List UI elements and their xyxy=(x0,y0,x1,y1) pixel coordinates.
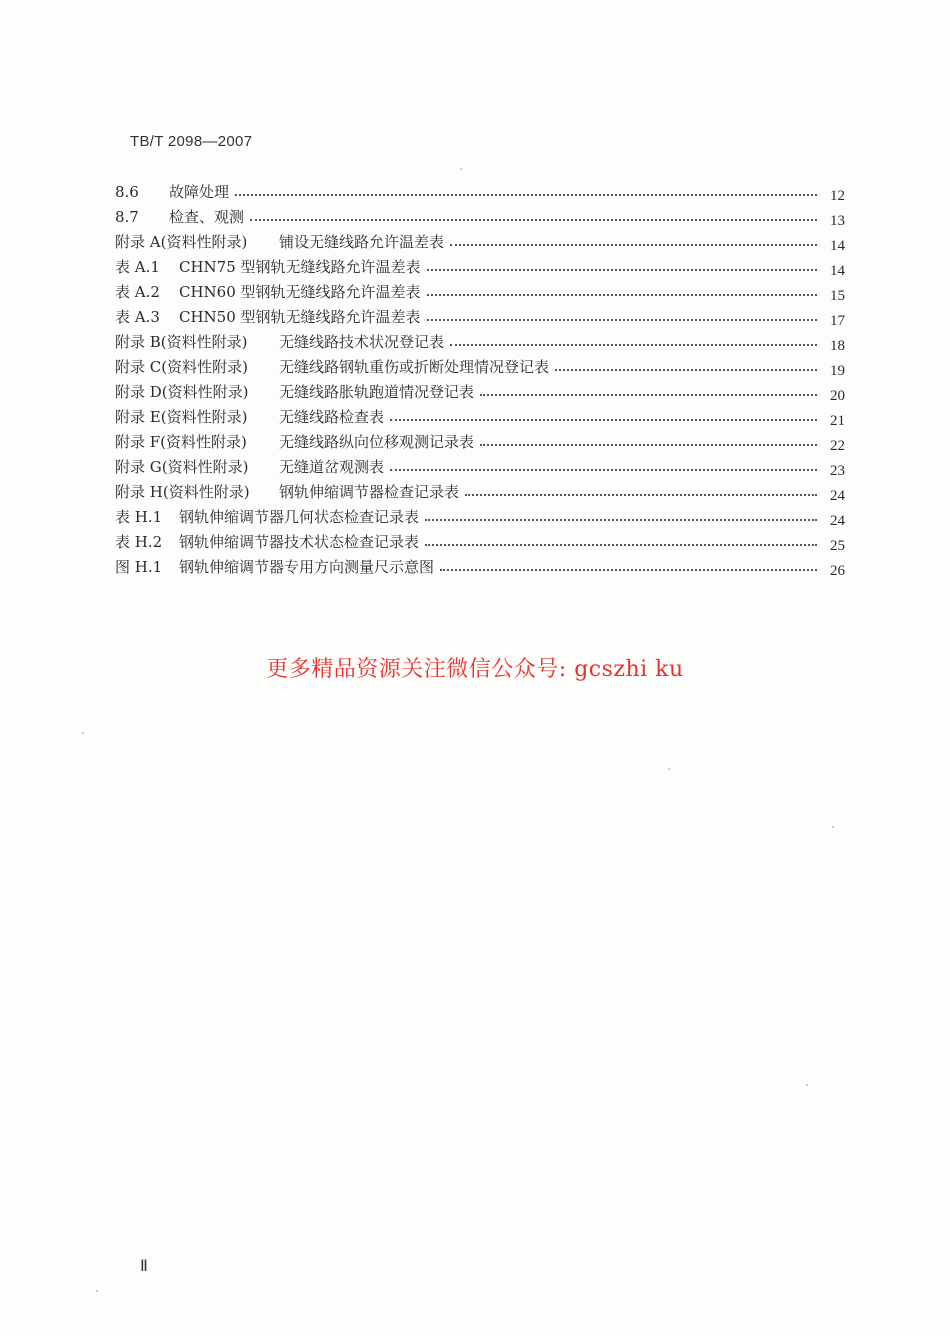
toc-entry[interactable] xyxy=(115,202,845,227)
toc-entry-number: 表 H.2 xyxy=(115,533,163,551)
toc-leader-dots xyxy=(427,269,817,271)
toc-entry-title: 故障处理 xyxy=(169,183,230,201)
scan-speck xyxy=(806,1084,808,1086)
toc-entry[interactable] xyxy=(115,527,845,552)
toc-entry-label xyxy=(115,507,419,527)
toc-entry-label xyxy=(115,457,384,477)
toc-entry-title: 钢轨伸缩调节器技术状态检查记录表 xyxy=(179,533,420,551)
toc-leader-dots xyxy=(425,544,817,546)
toc-entry[interactable] xyxy=(115,502,845,527)
toc-entry-number: 附录 E(资料性附录) xyxy=(115,408,248,426)
toc-entry-label xyxy=(115,257,421,277)
toc-entry-title: 无缝线路纵向位移观测记录表 xyxy=(279,433,475,451)
toc-entry-label xyxy=(115,432,474,452)
toc-entry-title: CHN50 型钢轨无缝线路允许温差表 xyxy=(179,308,421,326)
toc-entry-label xyxy=(115,482,459,502)
toc-entry-number: 8.7 xyxy=(115,208,139,226)
scan-speck xyxy=(82,732,84,734)
toc-entry-page: 24 xyxy=(830,513,845,529)
toc-entry[interactable] xyxy=(115,327,845,352)
table-of-contents xyxy=(115,177,845,577)
toc-leader-dots xyxy=(555,369,817,371)
toc-entry-title: 钢轨伸缩调节器专用方向测量尺示意图 xyxy=(179,558,435,576)
toc-leader-dots xyxy=(480,394,817,396)
toc-entry-page: 21 xyxy=(830,413,845,429)
toc-entry-label xyxy=(115,232,444,252)
toc-entry-page: 18 xyxy=(830,338,845,354)
toc-leader-dots xyxy=(440,569,817,571)
page-number: Ⅱ xyxy=(140,1258,148,1275)
toc-entry-page: 19 xyxy=(830,363,845,379)
toc-entry-title: 钢轨伸缩调节器几何状态检查记录表 xyxy=(179,508,420,526)
toc-entry-number: 附录 F(资料性附录) xyxy=(115,433,247,451)
toc-entry[interactable] xyxy=(115,452,845,477)
toc-leader-dots xyxy=(427,319,817,321)
toc-entry-title: 无缝线路技术状况登记表 xyxy=(279,333,445,351)
toc-entry-number: 8.6 xyxy=(115,183,139,201)
toc-entry-number: 表 A.1 xyxy=(115,258,160,276)
scan-speck xyxy=(668,768,670,770)
toc-entry-title: 无缝线路检查表 xyxy=(279,408,385,426)
scan-speck xyxy=(460,168,462,170)
toc-entry-title: 无缝道岔观测表 xyxy=(279,458,385,476)
scan-speck xyxy=(96,1290,98,1292)
toc-entry[interactable] xyxy=(115,427,845,452)
toc-leader-dots xyxy=(390,419,817,421)
toc-leader-dots xyxy=(235,194,817,196)
toc-entry-title: 无缝线路钢轨重伤或折断处理情况登记表 xyxy=(279,358,550,376)
promo-banner-text: 更多精品资源关注微信公众号: gcszhi ku xyxy=(266,657,684,682)
toc-entry-number: 表 H.1 xyxy=(115,508,163,526)
toc-entry-label xyxy=(115,382,474,402)
toc-entry-page: 20 xyxy=(830,388,845,404)
toc-entry-title: 无缝线路胀轨跑道情况登记表 xyxy=(279,383,475,401)
scan-speck xyxy=(832,826,834,828)
toc-entry-page: 17 xyxy=(830,313,845,329)
toc-entry-page: 25 xyxy=(830,538,845,554)
toc-entry-label xyxy=(115,282,421,302)
toc-entry-title: CHN60 型钢轨无缝线路允许温差表 xyxy=(179,283,421,301)
standard-code: TB/T 2098—2007 xyxy=(130,133,253,150)
toc-entry-label xyxy=(115,182,229,202)
toc-entry-page: 24 xyxy=(830,488,845,504)
toc-entry[interactable] xyxy=(115,177,845,202)
toc-entry[interactable] xyxy=(115,277,845,302)
toc-entry-label xyxy=(115,532,419,552)
toc-leader-dots xyxy=(425,519,817,521)
toc-entry[interactable] xyxy=(115,552,845,577)
toc-entry-number: 附录 G(资料性附录) xyxy=(115,458,249,476)
toc-entry-title: 检查、观测 xyxy=(169,208,245,226)
toc-entry-title: 钢轨伸缩调节器检查记录表 xyxy=(279,483,460,501)
toc-leader-dots xyxy=(427,294,817,296)
toc-entry-number: 附录 C(资料性附录) xyxy=(115,358,248,376)
toc-entry-page: 14 xyxy=(830,238,845,254)
toc-entry-page: 23 xyxy=(830,463,845,479)
toc-leader-dots xyxy=(480,444,817,446)
toc-leader-dots xyxy=(450,244,817,246)
toc-entry-number: 附录 B(资料性附录) xyxy=(115,333,248,351)
toc-entry-page: 12 xyxy=(830,188,845,204)
toc-entry[interactable] xyxy=(115,402,845,427)
toc-entry-label xyxy=(115,332,444,352)
toc-entry[interactable] xyxy=(115,252,845,277)
toc-entry-number: 附录 A(资料性附录) xyxy=(115,233,248,251)
toc-entry-page: 13 xyxy=(830,213,845,229)
toc-leader-dots xyxy=(465,494,817,496)
toc-entry-label xyxy=(115,357,549,377)
toc-entry-number: 附录 H(资料性附录) xyxy=(115,483,250,501)
toc-entry-label xyxy=(115,557,434,577)
toc-entry[interactable] xyxy=(115,477,845,502)
toc-entry-number: 图 H.1 xyxy=(115,558,163,576)
toc-leader-dots xyxy=(450,344,817,346)
toc-entry-label xyxy=(115,307,421,327)
toc-entry-page: 22 xyxy=(830,438,845,454)
toc-entry-title: 铺设无缝线路允许温差表 xyxy=(279,233,445,251)
toc-entry-page: 14 xyxy=(830,263,845,279)
toc-entry-number: 附录 D(资料性附录) xyxy=(115,383,249,401)
toc-entry[interactable] xyxy=(115,352,845,377)
toc-entry[interactable] xyxy=(115,302,845,327)
toc-entry-label xyxy=(115,207,244,227)
toc-entry-page: 15 xyxy=(830,288,845,304)
toc-entry-label xyxy=(115,407,384,427)
toc-entry-page: 26 xyxy=(830,563,845,579)
toc-entry[interactable] xyxy=(115,227,845,252)
toc-entry[interactable] xyxy=(115,377,845,402)
toc-leader-dots xyxy=(390,469,817,471)
toc-entry-title: CHN75 型钢轨无缝线路允许温差表 xyxy=(179,258,421,276)
toc-entry-number: 表 A.2 xyxy=(115,283,160,301)
toc-leader-dots xyxy=(250,219,817,221)
toc-entry-number: 表 A.3 xyxy=(115,308,160,326)
